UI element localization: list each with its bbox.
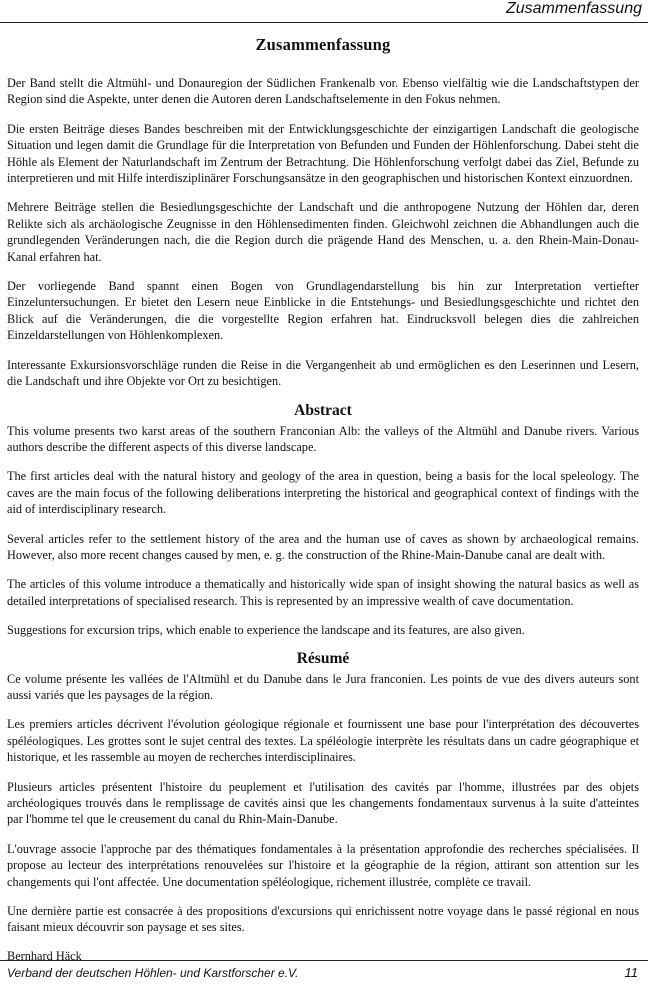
abstract-paragraph: Several articles refer to the settlement history of the area and the human use of caves as shown by archaeological remains. However, also more recent changes caused by men, e. g. the construction of the Rhine-Main-Danube canal are dealt with.	[7, 531, 639, 562]
zusammenfassung-paragraph: Die ersten Beiträge dieses Bandes beschreiben mit der Entwicklungsgeschichte der einzigartigen Landschaft die geologische Situation und legen damit die Grundlage für die Interpretation von Befunden und Funden der Höhlenforschung. Dabei steht die Höhle als Element der Naturlandschaft im Zentrum der Betrachtung. Die Höhlenforschung verfolgt dabei das Ziel, Befunde zu interpretieren und mit Hilfe interdisziplinärer Forschungsansätze in den geographischen und historischen Kontext einzuordnen.	[7, 121, 639, 186]
resume-paragraph: Les premiers articles décrivent l'évolution géologique régionale et fournissent une base pour l'interprétation des découvertes spéléologiques. Les grottes sont le sujet central des textes. La spéléologie interprète les résultats dans un cadre géographique et historique, et les rassemble au moyen de recherches interdisciplinaires.	[7, 717, 639, 765]
abstract-paragraph: The articles of this volume introduce a thematically and historically wide span of insight showing the natural basics as well as detailed interpretations of specialised research. This is represented by an impressive wealth of cave documentation.	[7, 577, 639, 608]
section-abstract	[7, 402, 639, 639]
running-title: Zusammenfassung	[505, 0, 642, 17]
resume-heading: Résumé	[296, 649, 350, 667]
page-header	[0, 0, 648, 23]
page-number: 11	[624, 965, 638, 980]
resume-paragraph: Une dernière partie est consacrée à des propositions d'excursions qui enrichissent notre voyage dans le passé régional en nous faisant mieux découvrir son paysage et ses sites.	[7, 904, 639, 935]
zusammenfassung-paragraph: Der Band stellt die Altmühl- und Donauregion der Südlichen Frankenalb vor. Ebenso vielfältig wie die Landschaftstypen der Region sind die Aspekte, unter denen die Autoren deren Landschaftselemente in den Fokus nehmen.	[7, 76, 639, 107]
publisher-name: Verband der deutschen Höhlen- und Karstforscher e.V.	[7, 966, 299, 980]
resume-paragraph: Plusieurs articles présentent l'histoire du peuplement et l'utilisation des cavités par l'homme, illustrées par des objets archéologiques trouvés dans le remplissage de cavités ainsi que les changements fondamentaux survenus à la suite d'atteintes par l'homme tel que le creusement du canal du Rhin-Main-Danube.	[7, 779, 639, 827]
abstract-paragraph: This volume presents two karst areas of the southern Franconian Alb: the valleys of the Altmühl and Danube rivers. Various authors describe the different aspects of this diverse landscape.	[7, 423, 639, 454]
abstract-paragraph: The first articles deal with the natural history and geology of the area in question, being a basis for the local speleology. The caves are the main focus of the following deliberations interpreting the historical and geographical context of findings with the aid of interdisciplinary research.	[7, 469, 639, 517]
abstract-paragraph: Suggestions for excursion trips, which enable to experience the landscape and its features, are also given.	[7, 623, 525, 638]
zusammenfassung-paragraph: Mehrere Beiträge stellen die Besiedlungsgeschichte der Landschaft und die anthropogene Nutzung der Höhlen dar, deren Relikte sich als archäologische Zeugnisse in den Höhlensedimenten finden. Gleichwohl zeichnen die Abhandlungen auch die grundlegenden Veränderungen nach, die die Region durch die prägende Hand des Menschen, u. a. den Rhein-Main-Donau-Kanal erfahren hat.	[7, 200, 639, 264]
section-resume	[7, 650, 639, 936]
resume-paragraph: Ce volume présente les vallées de l'Altmühl et du Danube dans le Jura franconien. Les points de vue des divers auteurs sont aussi variés que les paysages de la région.	[7, 671, 639, 702]
section-zusammenfassung	[7, 35, 639, 390]
zusammenfassung-paragraph: Interessante Exkursionsvorschläge runden die Reise in die Vergangenheit ab und ermöglichen es den Leserinnen und Lesern, die Landschaft und ihre Objekte vor Ort zu besichtigen.	[7, 357, 639, 389]
page-footer	[0, 960, 648, 988]
resume-paragraph: L'ouvrage associe l'approche par des thématiques fondamentales à la présentation approfondie des recherches spécialisées. Il propose au lecteur des interprétations renouvelées sur l'histoire et la géographie de la région, attirant son attention sur les changements qui l'ont affectée. Une documentation spéléologique, richement illustrée, complète ce travail.	[7, 841, 639, 889]
page-content	[7, 35, 639, 964]
abstract-heading: Abstract	[294, 401, 352, 419]
author-signature: Bernhard Häck	[7, 948, 82, 963]
zusammenfassung-paragraph: Der vorliegende Band spannt einen Bogen von Grundlagendarstellung bis hin zur Interpretation vertiefter Einzeluntersuchungen. Er bietet den Lesern neue Einblicke in die Entstehungs- und Besiedlungsgeschichte und richtet den Blick auf die Veränderungen, die die vorgestellte Region erfahren hat. Eindrucksvoll belegen dies die zahlreichen Einzeldarstellungen von Höhlenkomplexen.	[7, 279, 639, 343]
zusammenfassung-heading: Zusammenfassung	[255, 35, 391, 54]
